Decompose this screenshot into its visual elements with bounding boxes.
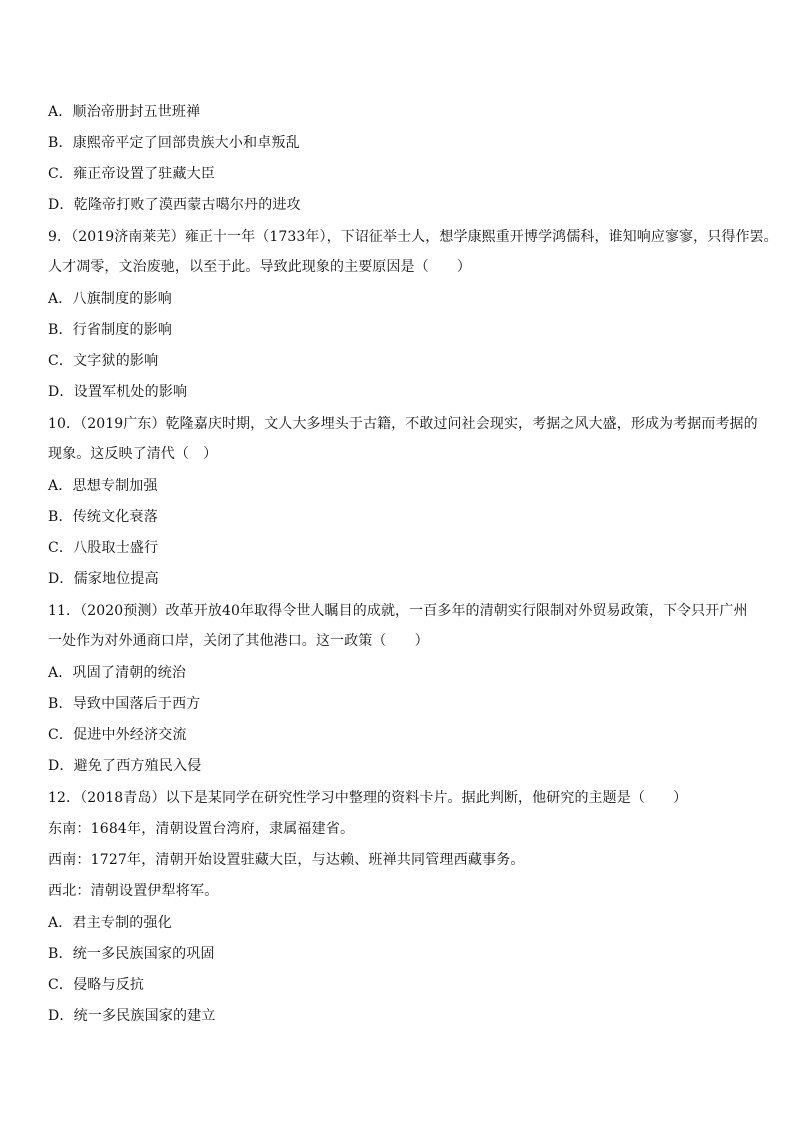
option-b: B．行省制度的影响 [48, 322, 173, 338]
option-c: C．八股取士盛行 [48, 540, 159, 556]
option-d: D．儒家地位提高 [48, 571, 159, 587]
option-b: B．统一多民族国家的巩固 [48, 946, 215, 962]
info-card-northwest: 西北：清朝设置伊犁将军。 [48, 883, 219, 899]
option-a: A．巩固了清朝的统治 [48, 665, 187, 681]
option-a: A．君主专制的强化 [48, 915, 172, 931]
option-a: A．顺治帝册封五世班禅 [48, 104, 201, 120]
question-9-stem-line2: 人才凋零，文治废驰，以至于此。导致此现象的主要原因是（ ） [48, 259, 471, 275]
question-12-stem: 12．（2018青岛）以下是某同学在研究性学习中整理的资料卡片。据此判断，他研究的主题是（ ） [48, 790, 688, 806]
info-card-southeast: 东南：1684年，清朝设置台湾府，隶属福建省。 [48, 821, 355, 837]
question-10-stem-line1: 10．（2019广东）乾隆嘉庆时期，文人大多埋头于古籍，不敢过问社会现实，考据之风大盛，形成为考据而考据的 [48, 416, 758, 432]
option-b: B．导致中国落后于西方 [48, 696, 201, 712]
option-d: D．乾隆帝打败了漠西蒙古噶尔丹的进攻 [48, 197, 301, 213]
option-a: A．八旗制度的影响 [48, 291, 172, 307]
info-card-southwest: 西南：1727年，清朝开始设置驻藏大臣，与达赖、班禅共同管理西藏事务。 [48, 852, 525, 868]
option-b: B．传统文化衰落 [48, 509, 158, 525]
option-d: D．避免了西方殖民入侵 [48, 758, 202, 774]
option-a: A．思想专制加强 [48, 478, 158, 494]
option-c: C．促进中外经济交流 [48, 727, 187, 743]
option-d: D．设置军机处的影响 [48, 384, 188, 400]
question-11-stem-line1: 11．（2020预测）改革开放40年取得令世人瞩目的成就，一百多年的清朝实行限制对外贸易政策，下令只开广州 [48, 603, 748, 619]
option-c: C．雍正帝设置了驻藏大臣 [48, 166, 216, 182]
option-d: D．统一多民族国家的建立 [48, 1008, 216, 1024]
option-c: C．侵略与反抗 [48, 977, 145, 993]
option-b: B．康熙帝平定了回部贵族大小和卓叛乱 [48, 135, 300, 151]
question-9-stem-line1: 9．（2019济南莱芜）雍正十一年（1733年），下诏征举士人，想学康熙重开博学鸿儒科，谁知响应寥寥，只得作罢。 [48, 229, 778, 245]
option-c: C．文字狱的影响 [48, 353, 159, 369]
question-10-stem-line2: 现象。这反映了清代（ ） [48, 446, 218, 462]
question-11-stem-line2: 一处作为对外通商口岸，关闭了其他港口。这一政策（ ） [48, 633, 429, 649]
